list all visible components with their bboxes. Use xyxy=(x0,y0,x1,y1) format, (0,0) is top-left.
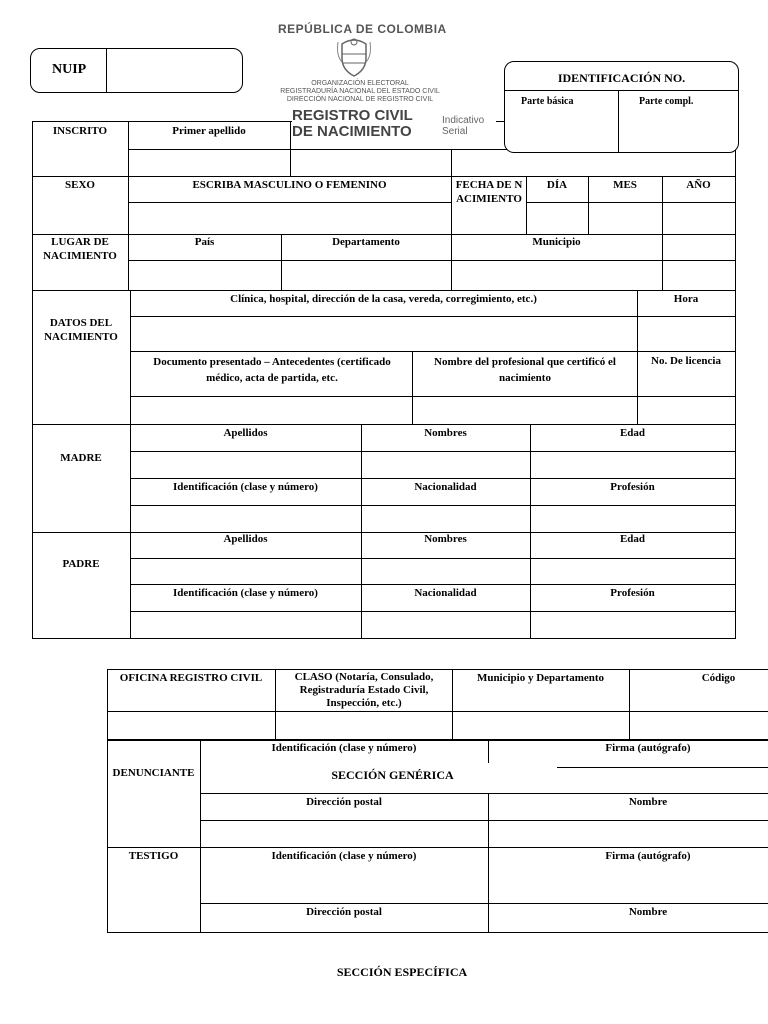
identificacion-box xyxy=(504,61,739,153)
registro-civil-title: REGISTRO CIVIL xyxy=(292,107,413,124)
sexo-instruction: ESCRIBA MASCULINO O FEMENINO xyxy=(192,179,387,191)
clinica-field[interactable] xyxy=(132,318,635,349)
padre-apellidos-label: Apellidos xyxy=(223,533,268,545)
inscrito-label: INSCRITO xyxy=(52,125,108,137)
madre-identificacion-label: Identificación (clase y número) xyxy=(173,481,318,493)
madre-nombres-label: Nombres xyxy=(424,427,467,439)
fecha-nacimiento-label: FECHA DE NACIMIENTO xyxy=(455,179,523,205)
mes-label: MES xyxy=(613,179,637,191)
republic-title: REPÚBLICA DE COLOMBIA xyxy=(278,22,447,36)
denunciante-nombre-label: Nombre xyxy=(628,796,668,808)
primer-apellido-label: Primer apellido xyxy=(172,125,246,137)
madre-nombres-field[interactable] xyxy=(363,453,528,476)
documento-presentado-label: Documento presentado – Antecedentes (certificado médico, acta de partida, etc. xyxy=(153,356,391,384)
padre-edad-label: Edad xyxy=(619,533,646,545)
sexo-label: SEXO xyxy=(65,179,95,191)
primer-apellido-field[interactable] xyxy=(130,151,288,174)
nuip-label: NUIP xyxy=(52,62,87,77)
clase-field[interactable] xyxy=(277,713,450,738)
padre-profesion-field[interactable] xyxy=(532,613,733,636)
parte-basica-field[interactable] xyxy=(507,112,615,150)
serial-label: Serial xyxy=(442,126,468,137)
padre-identificacion-label: Identificación (clase y número) xyxy=(173,587,318,599)
testigo-firma-field[interactable] xyxy=(490,866,766,901)
seccion-especifica-label: SECCIÓN ESPECÍFICA xyxy=(336,965,468,979)
dia-field[interactable] xyxy=(528,204,586,232)
sexo-field[interactable] xyxy=(130,204,449,232)
profesional-field[interactable] xyxy=(414,398,635,422)
org-line-3: DIRECCIÓN NACIONAL DE REGISTRO CIVIL xyxy=(286,96,434,103)
testigo-label: TESTIGO xyxy=(128,850,179,862)
oficina-registro-label: OFICINA REGISTRO CIVIL xyxy=(119,672,263,684)
clinica-label: Clínica, hospital, dirección de la casa, vereda, corregimiento, etc.) xyxy=(230,293,537,305)
padre-nacionalidad-label: Nacionalidad xyxy=(414,587,477,599)
profesional-label: Nombre del profesional que certificó el nacimiento xyxy=(434,356,616,384)
madre-nacionalidad-label: Nacionalidad xyxy=(414,481,477,493)
madre-apellidos-field[interactable] xyxy=(132,453,359,476)
parte-compl-label: Parte compl. xyxy=(639,96,694,107)
padre-nacionalidad-field[interactable] xyxy=(363,613,528,636)
testigo-direccion-label: Dirección postal xyxy=(306,906,382,918)
pais-label: País xyxy=(194,236,215,248)
madre-profesion-field[interactable] xyxy=(532,507,733,530)
departamento-label: Departamento xyxy=(332,236,400,248)
indicativo-label: Indicativo xyxy=(442,115,485,126)
hora-field[interactable] xyxy=(639,318,733,349)
municipio-label: Municipio xyxy=(532,236,581,248)
testigo-nombre-label: Nombre xyxy=(628,906,668,918)
org-line-1: ORGANIZACIÓN ELECTORAL xyxy=(311,80,409,87)
org-line-2: REGISTRADURÍA NACIONAL DEL ESTADO CIVIL xyxy=(280,88,440,95)
madre-edad-label: Edad xyxy=(619,427,646,439)
dia-label: DÍA xyxy=(546,179,568,191)
denunciante-identificacion-label: Identificación (clase y número) xyxy=(271,742,417,754)
municipio-departamento-field[interactable] xyxy=(454,713,627,738)
licencia-label: No. De licencia xyxy=(651,355,721,367)
ano-label: AÑO xyxy=(686,179,711,191)
padre-nombres-label: Nombres xyxy=(424,533,467,545)
de-nacimiento-title: DE NACIMIENTO xyxy=(292,123,412,140)
datos-nacimiento-label: DATOS DEL NACIMIENTO xyxy=(44,317,118,343)
madre-edad-field[interactable] xyxy=(532,453,733,476)
padre-nombres-field[interactable] xyxy=(363,560,528,582)
denunciante-label: DENUNCIANTE xyxy=(112,767,195,779)
codigo-field[interactable] xyxy=(631,713,766,738)
ano-field[interactable] xyxy=(664,204,733,232)
denunciante-direccion-field[interactable] xyxy=(202,822,486,845)
hora-label: Hora xyxy=(673,293,699,305)
padre-apellidos-field[interactable] xyxy=(132,560,359,582)
documento-field[interactable] xyxy=(132,398,410,422)
pais-field[interactable] xyxy=(130,262,279,288)
coat-of-arms-icon xyxy=(336,36,372,78)
oficina-field[interactable] xyxy=(109,713,273,738)
padre-edad-field[interactable] xyxy=(532,560,733,582)
municipio-field[interactable] xyxy=(453,262,660,288)
seccion-generica-label: SECCIÓN GENÉRICA xyxy=(331,768,454,782)
denunciante-nombre-field[interactable] xyxy=(490,822,766,845)
padre-label: PADRE xyxy=(62,558,100,570)
nuip-field[interactable] xyxy=(108,50,240,91)
denunciante-firma-label: Firma (autógrafo) xyxy=(605,742,691,754)
testigo-identificacion-field[interactable] xyxy=(202,866,486,901)
clase-label: CLASO (Notaría, Consulado, Registraduría Estado Civil, Inspección, etc.) xyxy=(294,671,434,709)
mes-field[interactable] xyxy=(590,204,660,232)
padre-profesion-label: Profesión xyxy=(610,587,655,599)
lugar-nacimiento-label: LUGAR DE NACIMIENTO xyxy=(43,236,117,262)
madre-identificacion-field[interactable] xyxy=(132,507,359,530)
madre-profesion-label: Profesión xyxy=(610,481,655,493)
denunciante-direccion-label: Dirección postal xyxy=(306,796,382,808)
identificacion-label: IDENTIFICACIÓN NO. xyxy=(557,71,686,85)
municipio-departamento-label: Municipio y Departamento xyxy=(476,672,605,684)
padre-identificacion-field[interactable] xyxy=(132,613,359,636)
licencia-field[interactable] xyxy=(639,398,733,422)
codigo-label: Código xyxy=(701,672,736,684)
parte-basica-label: Parte básica xyxy=(521,96,574,107)
testigo-firma-label: Firma (autógrafo) xyxy=(605,850,691,862)
madre-nacionalidad-field[interactable] xyxy=(363,507,528,530)
testigo-identificacion-label: Identificación (clase y número) xyxy=(271,850,417,862)
madre-apellidos-label: Apellidos xyxy=(223,427,268,439)
departamento-field[interactable] xyxy=(283,262,449,288)
parte-compl-field[interactable] xyxy=(621,112,735,150)
madre-label: MADRE xyxy=(60,452,102,464)
